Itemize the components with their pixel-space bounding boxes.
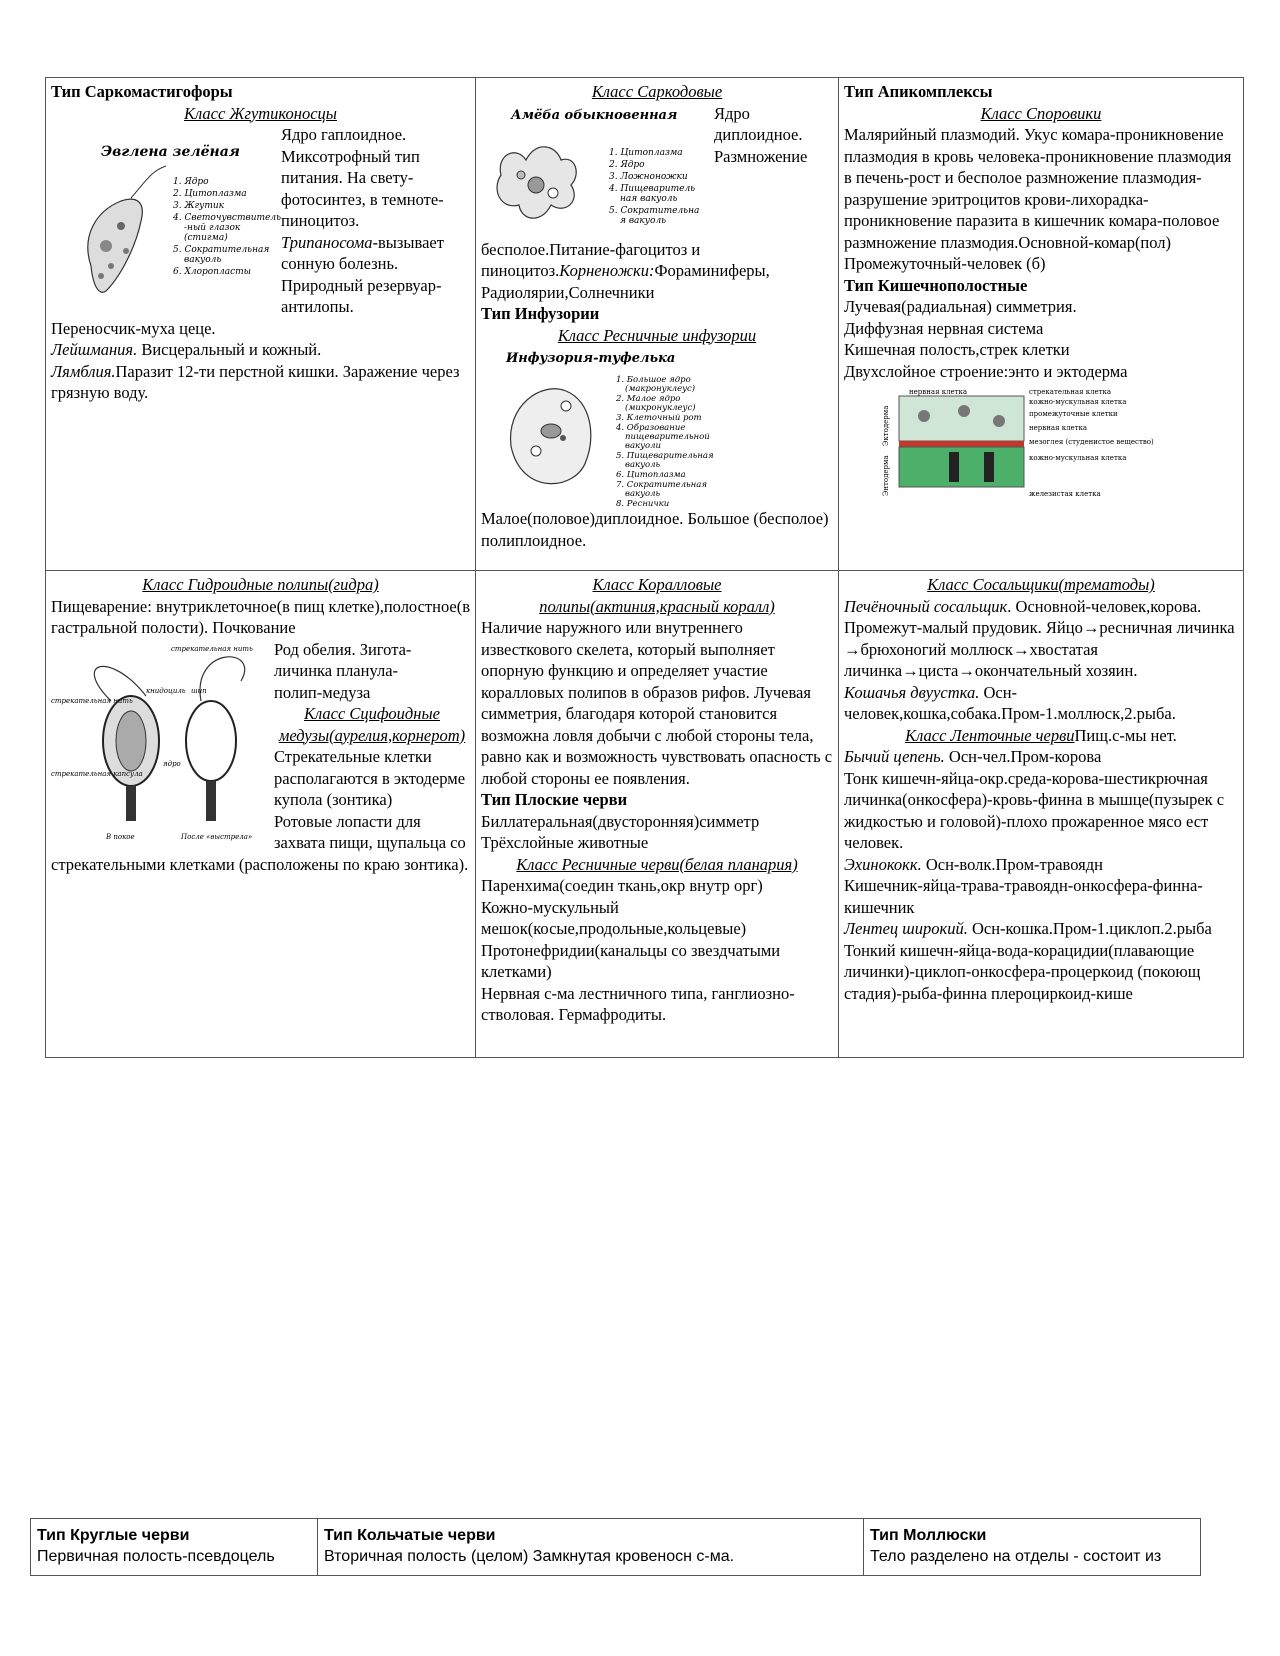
table-row xyxy=(46,78,1244,571)
cnidocyte-figure xyxy=(51,641,266,845)
mesoglea-shape xyxy=(899,441,1024,447)
organelle-shape xyxy=(123,248,129,254)
type-title: Тип Кольчатые черви xyxy=(324,1527,496,1544)
side-text-line: Размножение xyxy=(714,146,808,166)
amoeba-figure xyxy=(481,105,706,237)
ectoderm-layer-shape xyxy=(899,396,1024,441)
type-title: Тип Инфузории xyxy=(481,304,600,323)
legend-item: 6. Цитоплазма xyxy=(616,470,686,480)
legend-item: (макронуклеус) xyxy=(625,384,696,394)
endoderm-layer-shape xyxy=(899,447,1024,487)
cell-nematoda xyxy=(31,1519,318,1576)
legend-item: 2. Ядро xyxy=(609,159,645,170)
cell-shape xyxy=(958,405,970,417)
class-title: полипы(актиния,красный коралл) xyxy=(539,596,775,616)
euglena-body-shape xyxy=(88,199,142,292)
list-item: Трёхслойные животные xyxy=(481,833,649,852)
cell-hydrozoa xyxy=(46,571,476,1058)
hydra-wall-figure xyxy=(879,386,1154,512)
cell-sarcomastigophora xyxy=(46,78,476,571)
figure-title: Амёба обыкновенная xyxy=(511,107,678,123)
class-title: Класс Ресничные черви(белая планария) xyxy=(516,854,798,874)
bottom-table xyxy=(30,1518,1201,1576)
list-item: Диффузная нервная система xyxy=(844,318,1044,338)
legend-item: (стигма) xyxy=(184,233,228,243)
legend-item: вакуоль xyxy=(184,255,222,265)
body-text: Пищеварение: внутриклеточное(в пищ клетке),полостное(в гастральной полости). Почкование xyxy=(51,596,471,637)
figure-label: стрекательная нить xyxy=(171,644,253,653)
capsule-inner-shape xyxy=(116,711,146,771)
cell-anthozoa xyxy=(476,571,839,1058)
legend-item: (микронуклеус) xyxy=(625,403,696,413)
cell-sarcodina xyxy=(476,78,839,571)
body-text: бесполое.Питание-фагоцитоз и пиноцитоз. xyxy=(481,239,701,280)
cell-stalk-shape xyxy=(206,781,216,821)
figure-label: Энтодерма xyxy=(882,455,890,496)
figure-label: После «выстрела» xyxy=(181,832,253,841)
figure-label: стрекательная нить xyxy=(51,696,133,705)
capsule-fired-shape xyxy=(186,701,236,781)
legend-item: 1. Ядро xyxy=(173,177,209,187)
class-title: Класс Коралловые xyxy=(592,575,722,594)
body-text: Первичная полость-псевдоцель xyxy=(37,1548,275,1565)
legend-item: 4. Образование xyxy=(616,423,686,433)
organelle-shape xyxy=(98,273,104,279)
euglena-figure xyxy=(51,126,282,302)
figure-title: Эвглена зелёная xyxy=(101,144,240,160)
figure-label: мезоглея (студенистое вещество) xyxy=(1029,438,1154,446)
body-text: Фораминиферы, Радиолярии,Солнечники xyxy=(481,261,770,302)
legend-item: 8. Реснички xyxy=(616,499,670,509)
body-text: Тонк кишечн-яйца-окр.среда-корова-шестикрючная личинка(онкосфера)-кровь-финна в мышце(пузырек с жидкостью и головой)-плохо прожаренное мясо ест человек. xyxy=(844,768,1225,852)
legend-item: 5. Пищеварительная xyxy=(616,451,714,461)
figure-label: железистая клетка xyxy=(1029,490,1101,498)
leishmania-name: Лейшмания. xyxy=(51,340,138,359)
class-title: Класс Сосальщики(трематоды) xyxy=(927,575,1155,594)
figure-label: кожно-мускульная клетка xyxy=(1029,454,1127,462)
side-text-line: антилопы. xyxy=(281,297,354,316)
figure-label: кожно-мускульная клетка xyxy=(1029,398,1127,406)
body-text: Стрекательные клетки располагаются в эктодерме купола (зонтика) xyxy=(274,747,466,809)
vacuole-shape xyxy=(548,188,558,198)
body-text: Паренхима(соедин ткань,окр внутр орг) xyxy=(481,876,763,895)
legend-item: вакуоль xyxy=(625,460,661,470)
list-item: Двухслойное строение:энто и эктодерма xyxy=(844,361,1128,381)
thread-shape xyxy=(200,656,245,700)
legend-item: 3. Жгутик xyxy=(173,201,225,211)
macronucleus-shape xyxy=(541,424,561,438)
body-text: Осн-кошка.Пром-1.циклоп.2.рыба Тонкий кишечн-яйца-вода-корацидии(плавающие личинки)-циклоп-онкосфера-процеркоид (покоющ стадия)-рыба-финна плероциркоид-кише xyxy=(844,919,1212,1003)
side-text-line: Ядро xyxy=(714,103,750,123)
cell-annelida xyxy=(318,1519,864,1576)
body-text: Наличие наружного или внутреннего известкового скелета, который выполняет опорную функцию и определяет участие коралловых полипов в образов рифов. Лучевая симметрия, благодаря которой становится возможна ловля добычи с любой стороны тела, равно как и возможность чувствовать опасность с любой стороны ее появления. xyxy=(481,618,833,788)
legend-item: я вакуоль xyxy=(620,215,667,226)
figure-label: промежуточные клетки xyxy=(1029,410,1118,418)
list-item: Биллатеральная(двусторонняя)симметр xyxy=(481,811,760,831)
body-text: Осн-человек,кошка,собака.Пром-1.моллюск,2.рыба. xyxy=(844,682,1176,723)
body-text: Кожно-мускульный мешок(косые,продольные,кольцевые) xyxy=(481,897,747,938)
side-text-line: Миксотрофный тип xyxy=(281,146,420,166)
side-text-line: полип-медуза xyxy=(274,682,371,702)
cell-stalk-shape xyxy=(126,786,136,821)
figure-label: Эктодерма xyxy=(882,405,890,446)
side-text-line: диплоидное. xyxy=(714,125,803,144)
paramecium-figure xyxy=(481,346,721,508)
type-title: Тип Кишечнополостные xyxy=(844,275,1028,295)
type-title: Тип Круглые черви xyxy=(37,1527,190,1544)
figure-label: стрекательная капсула xyxy=(51,769,143,778)
table-row xyxy=(31,1519,1201,1576)
body-text: Осн-чел.Пром-корова xyxy=(944,747,1102,766)
lamblia-text: Паразит 12-ти перстной кишки. Заражение через грязную воду. xyxy=(51,361,460,402)
legend-item: вакуоли xyxy=(625,441,662,451)
fluke-name: Печёночный сосальщик xyxy=(844,596,1008,616)
body-text: Осн-волк.Пром-травоядн xyxy=(921,854,1103,874)
cell-apicomplexa xyxy=(839,78,1244,571)
figure-label: книдоциль xyxy=(146,686,186,695)
korn-name: Корненожки: xyxy=(559,261,655,280)
list-item: Лучевая(радиальная) симметрия. xyxy=(844,297,1077,316)
class-title: Класс Саркодовые xyxy=(591,82,723,101)
cell-mollusca xyxy=(864,1519,1201,1576)
flagellum-shape xyxy=(131,166,166,198)
legend-item: 4. Светочувствитель xyxy=(173,213,282,223)
leishmania-text: Висцеральный и кожный. xyxy=(137,340,322,359)
nucleus-shape xyxy=(528,177,544,193)
organelle-shape xyxy=(108,263,114,269)
cell-shape xyxy=(993,415,1005,427)
cell-trematoda xyxy=(839,571,1244,1058)
class-title: медузы(аурелия,корнерот) xyxy=(278,725,466,745)
vacuole-shape xyxy=(561,401,571,411)
figure-label: нервная клетка xyxy=(1029,424,1088,432)
figure-label: В покое xyxy=(106,832,135,841)
organelle-shape xyxy=(117,222,125,230)
side-text-line: -вызывает xyxy=(372,232,444,252)
class-title: Класс Ресничные инфузории xyxy=(557,325,757,345)
side-text-line: питания. На свету- xyxy=(281,168,414,187)
body-text: . Основной-человек,корова. Промежут-малый прудовик. Яйцо→ресничная личинка →брюхоногий моллюск→хвостатая личинка→циста→окончательный хозяин. xyxy=(844,596,1235,680)
legend-item: вакуоль xyxy=(625,489,661,499)
table-row xyxy=(46,571,1244,1058)
figure-label: нервная клетка xyxy=(909,388,968,396)
legend-item: 1. Большое ядро xyxy=(616,375,691,385)
type-title: Тип Саркомастигофоры xyxy=(51,82,233,101)
cat-fluke-name: Кошачья двуустка. xyxy=(844,682,980,702)
body-text: Нервная с-ма лестничного типа, ганглиозно-стволовая. Гермафродиты. xyxy=(481,983,795,1024)
trypanosoma-name: Трипаносома xyxy=(281,232,373,252)
class-title: Класс Ленточные черви xyxy=(905,725,1075,745)
body-text: Ротовые лопасти для захвата пищи, щупальца со стрекательными клетками (расположены по краю зонтика). xyxy=(51,811,469,874)
carrier-text: Переносчик-муха цеце. xyxy=(51,318,216,338)
body-text: Малое(половое)диплоидное. Большое (бесполое) полиплоидное. xyxy=(481,509,829,550)
legend-item: -ный глазок xyxy=(184,223,241,233)
class-title: Класс Сцифоидные xyxy=(304,704,440,723)
side-text-line: Ядро гаплоидное. xyxy=(281,125,407,144)
body-text: Пищ.с-мы нет. xyxy=(1074,725,1177,745)
legend-item: 5. Сократительная xyxy=(173,245,270,255)
vacuole-shape xyxy=(517,171,525,179)
side-text-line: Природный резервуар- xyxy=(281,275,442,295)
side-text-line: пиноцитоз. xyxy=(281,211,360,230)
legend-item: 3. Клеточный рот xyxy=(616,413,702,423)
list-item: Кишечная полость,стрек клетки xyxy=(844,340,1070,359)
figure-label: ядро xyxy=(163,759,181,768)
echinococcus-name: Эхинококк. xyxy=(844,854,922,874)
legend-item: 5. Сократительна xyxy=(609,205,700,216)
vacuole-shape xyxy=(531,446,541,456)
body-text: Протонефридии(канальцы со звездчатыми клетками) xyxy=(481,940,781,981)
figure-label: стрекательная клетка xyxy=(1029,388,1112,396)
type-title: Тип Плоские черви xyxy=(481,790,628,809)
cell-shape xyxy=(984,452,994,482)
micronucleus-shape xyxy=(560,435,566,441)
biology-table xyxy=(45,77,1244,1058)
organelle-shape xyxy=(100,240,112,252)
type-title: Тип Апикомплексы xyxy=(844,82,993,101)
class-title: Класс Жгутиконосцы xyxy=(184,103,337,123)
broad-tapeworm-name: Лентец широкий. xyxy=(844,919,968,938)
legend-item: ная вакуоль xyxy=(620,193,678,204)
figure-label: шип xyxy=(191,686,207,695)
legend-item: 3. Ложноножки xyxy=(609,171,688,182)
legend-item: пищеварительной xyxy=(625,432,710,442)
body-text: Вторичная полость (целом) Замкнутая кровеносн с-ма. xyxy=(324,1548,735,1565)
body-text: Тело разделено на отделы - состоит из xyxy=(870,1548,1162,1565)
type-title: Тип Моллюски xyxy=(870,1527,987,1544)
cell-shape xyxy=(949,452,959,482)
legend-item: 7. Сократительная xyxy=(616,480,707,490)
cell-shape xyxy=(918,410,930,422)
side-text-line: фотосинтез, в темноте- xyxy=(281,189,444,209)
class-title: Класс Гидроидные полипы(гидра) xyxy=(142,575,379,594)
legend-item: 6. Хлоропласты xyxy=(173,267,251,277)
legend-item: 2. Малое ядро xyxy=(616,394,681,404)
bull-tapeworm-name: Бычий цепень. xyxy=(844,747,945,766)
lamblia-name: Лямблия. xyxy=(51,361,116,381)
side-text-line: сонную болезнь. xyxy=(281,254,399,273)
side-text-line: Род обелия. Зигота- xyxy=(274,639,412,659)
legend-item: 1. Цитоплазма xyxy=(609,147,683,158)
thread-shape xyxy=(94,666,146,701)
legend-item: 2. Цитоплазма xyxy=(173,189,247,199)
body-text: Кишечник-яйца-трава-травоядн-онкосфера-финна-кишечник xyxy=(844,876,1203,917)
class-title: Класс Споровики xyxy=(980,103,1102,123)
figure-title: Инфузория-туфелька xyxy=(506,351,676,366)
side-text-line: личинка планула- xyxy=(274,661,399,680)
body-text: Малярийный плазмодий. Укус комара-проникновение плазмодия в кровь человека-проникновение плазмодия в печень-рост и бесполое размножение плазмодия-разрушение эритроцитов крови-лихорадка-проникновение паразита в кишечник комара-половое размножение плазмодия.Основной-комар(пол) Промежуточный-человек (б) xyxy=(844,125,1232,273)
legend-item: 4. Пищеваритель xyxy=(609,183,696,194)
